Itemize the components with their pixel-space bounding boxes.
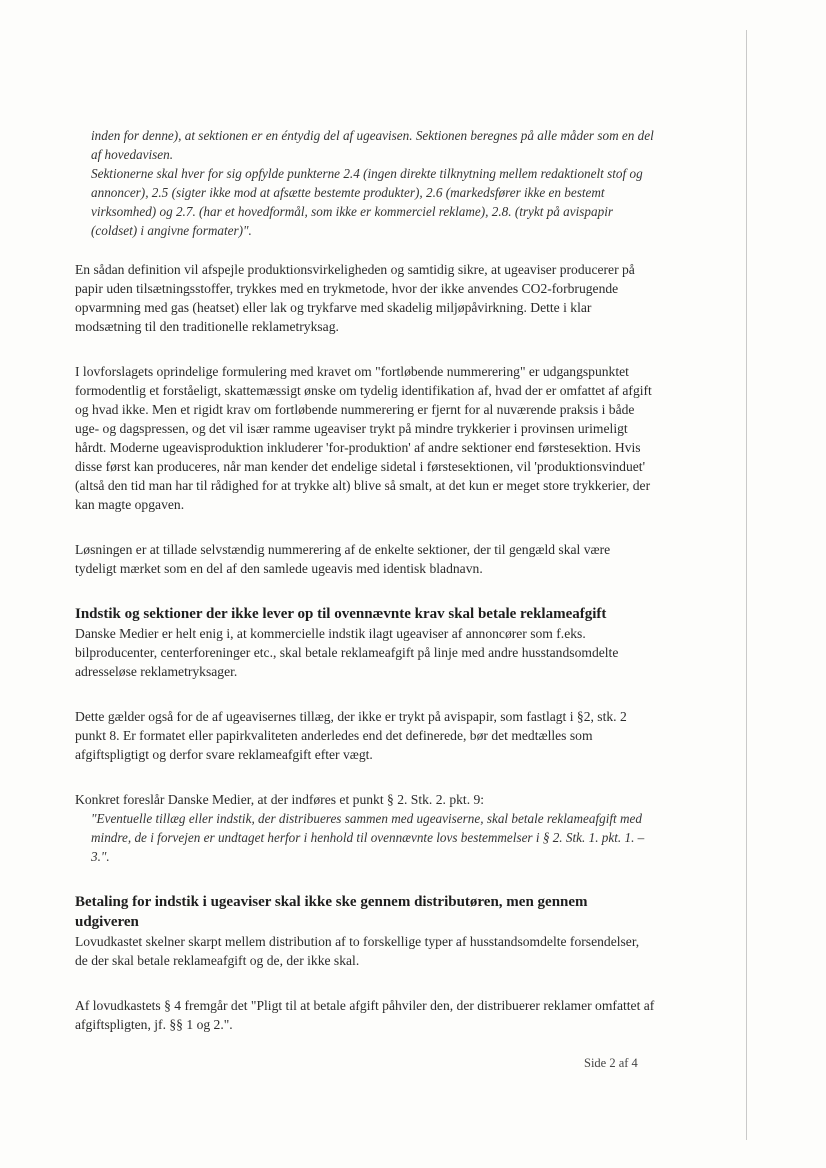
- paragraph-obligation: Af lovudkastets § 4 fremgår det "Pligt til at betale afgift påhviler den, der distribuerer reklamer omfattet af afgiftspligten, jf. §§ 1 og 2.".: [75, 998, 655, 1032]
- heading-inserts-tax: Indstik og sektioner der ikke lever op til ovennævnte krav skal betale reklameafgift: [75, 606, 607, 622]
- paragraph-proposal: Konkret foreslår Danske Medier, at der indføres et punkt § 2. Stk. 2. pkt. 9:: [75, 792, 485, 807]
- paragraph-distribution: Lovudkastet skelner skarpt mellem distribution af to forskellige typer af husstandsomdelte forsendelser, de der skal betale reklameafgift og de, der ikke skal.: [75, 934, 640, 968]
- paragraph-numbering: I lovforslagets oprindelige formulering med kravet om "fortløbende nummerering" er udgangspunktet formodentlig et forståeligt, skattemæssigt ønske om tydelig identifikation af, hvad der er omfattet af afgift og hvad ikke. Men et rigidt krav om fortløbende nummerering er fjernt for al nuværende praksis i både uge- og dagspressen, og det vil især ramme ugeaviser trykt på mindre trykkerier i provinsen urimeligt hårdt. Moderne ugeavisproduktion inkluderer 'for-produktion' af andre sektioner end førstesektion. Hvis disse først kan produceres, når man kender det endelige sidetal i førstesektionen, vil 'produktionsvinduet' (altså den tid man har til rådighed for at trykke alt) blive så smalt, at det kun er meget store trykkerier, der kan magte opgaven.: [75, 364, 652, 512]
- paragraph-supplements: Dette gælder også for de af ugeavisernes tillæg, der ikke er trykt på avispapir, som fastlagt i §2, stk. 2 punkt 8. Er formatet eller papirkvaliteten anderledes end det definerede, bør det medtælles som afgiftspligtigt og derfor svare reklameafgift efter vægt.: [75, 709, 627, 762]
- heading-payment: Betaling for indstik i ugeaviser skal ikke ske gennem distributøren, men gennem udgiveren: [75, 894, 588, 930]
- quote-proposal: "Eventuelle tillæg eller indstik, der distribueres sammen med ugeaviserne, skal betale reklameafgift med mindre, de i forvejen er undtaget herfor i henhold til ovennævnte lovs bestemmelser i § 2. Stk. 1. pkt. 1. – 3.".: [91, 811, 645, 864]
- paragraph-agreement: Danske Medier er helt enig i, at kommercielle indstik ilagt ugeaviser af annoncører som f.eks. bilproducenter, centerforeninger etc., skal betale reklameafgift på linje med andre husstandsomdelte adresseløse reklametryksager.: [75, 626, 619, 679]
- quote-continuation: inden for denne), at sektionen er en éntydig del af ugeavisen. Sektionen beregnes på alle måder som en del af hovedavisen.: [91, 128, 654, 162]
- paragraph-solution: Løsningen er at tillade selvstændig nummerering af de enkelte sektioner, der til gengæld skal være tydeligt mærket som en del af den samlede ugeavis med identisk bladnavn.: [75, 542, 611, 576]
- scan-edge-line: [746, 30, 747, 1140]
- quote-sections-requirements: Sektionerne skal hver for sig opfylde punkterne 2.4 (ingen direkte tilknytning mellem redaktionelt stof og annoncer), 2.5 (sigter ikke mod at afsætte bestemte produkter), 2.6 (markedsfører ikke en bestemt virksomhed) og 2.7. (har et hovedformål, som ikke er kommerciel reklame), 2.8. (trykt på avispapir (coldset) i angivne formater)".: [91, 166, 643, 238]
- paragraph-definition: En sådan definition vil afspejle produktionsvirkeligheden og samtidig sikre, at ugeaviser producerer på papir uden tilsætningsstoffer, trykkes med en trykmetode, hvor der ikke anvendes CO2-forbrugende opvarmning med gas (heatset) eller lak og trykfarve med skadelig miljøpåvirkning. Dette i klar modsætning til den traditionelle reklametryksag.: [75, 262, 635, 334]
- page-number: Side 2 af 4: [584, 1056, 638, 1070]
- document-page: [75, 126, 655, 1034]
